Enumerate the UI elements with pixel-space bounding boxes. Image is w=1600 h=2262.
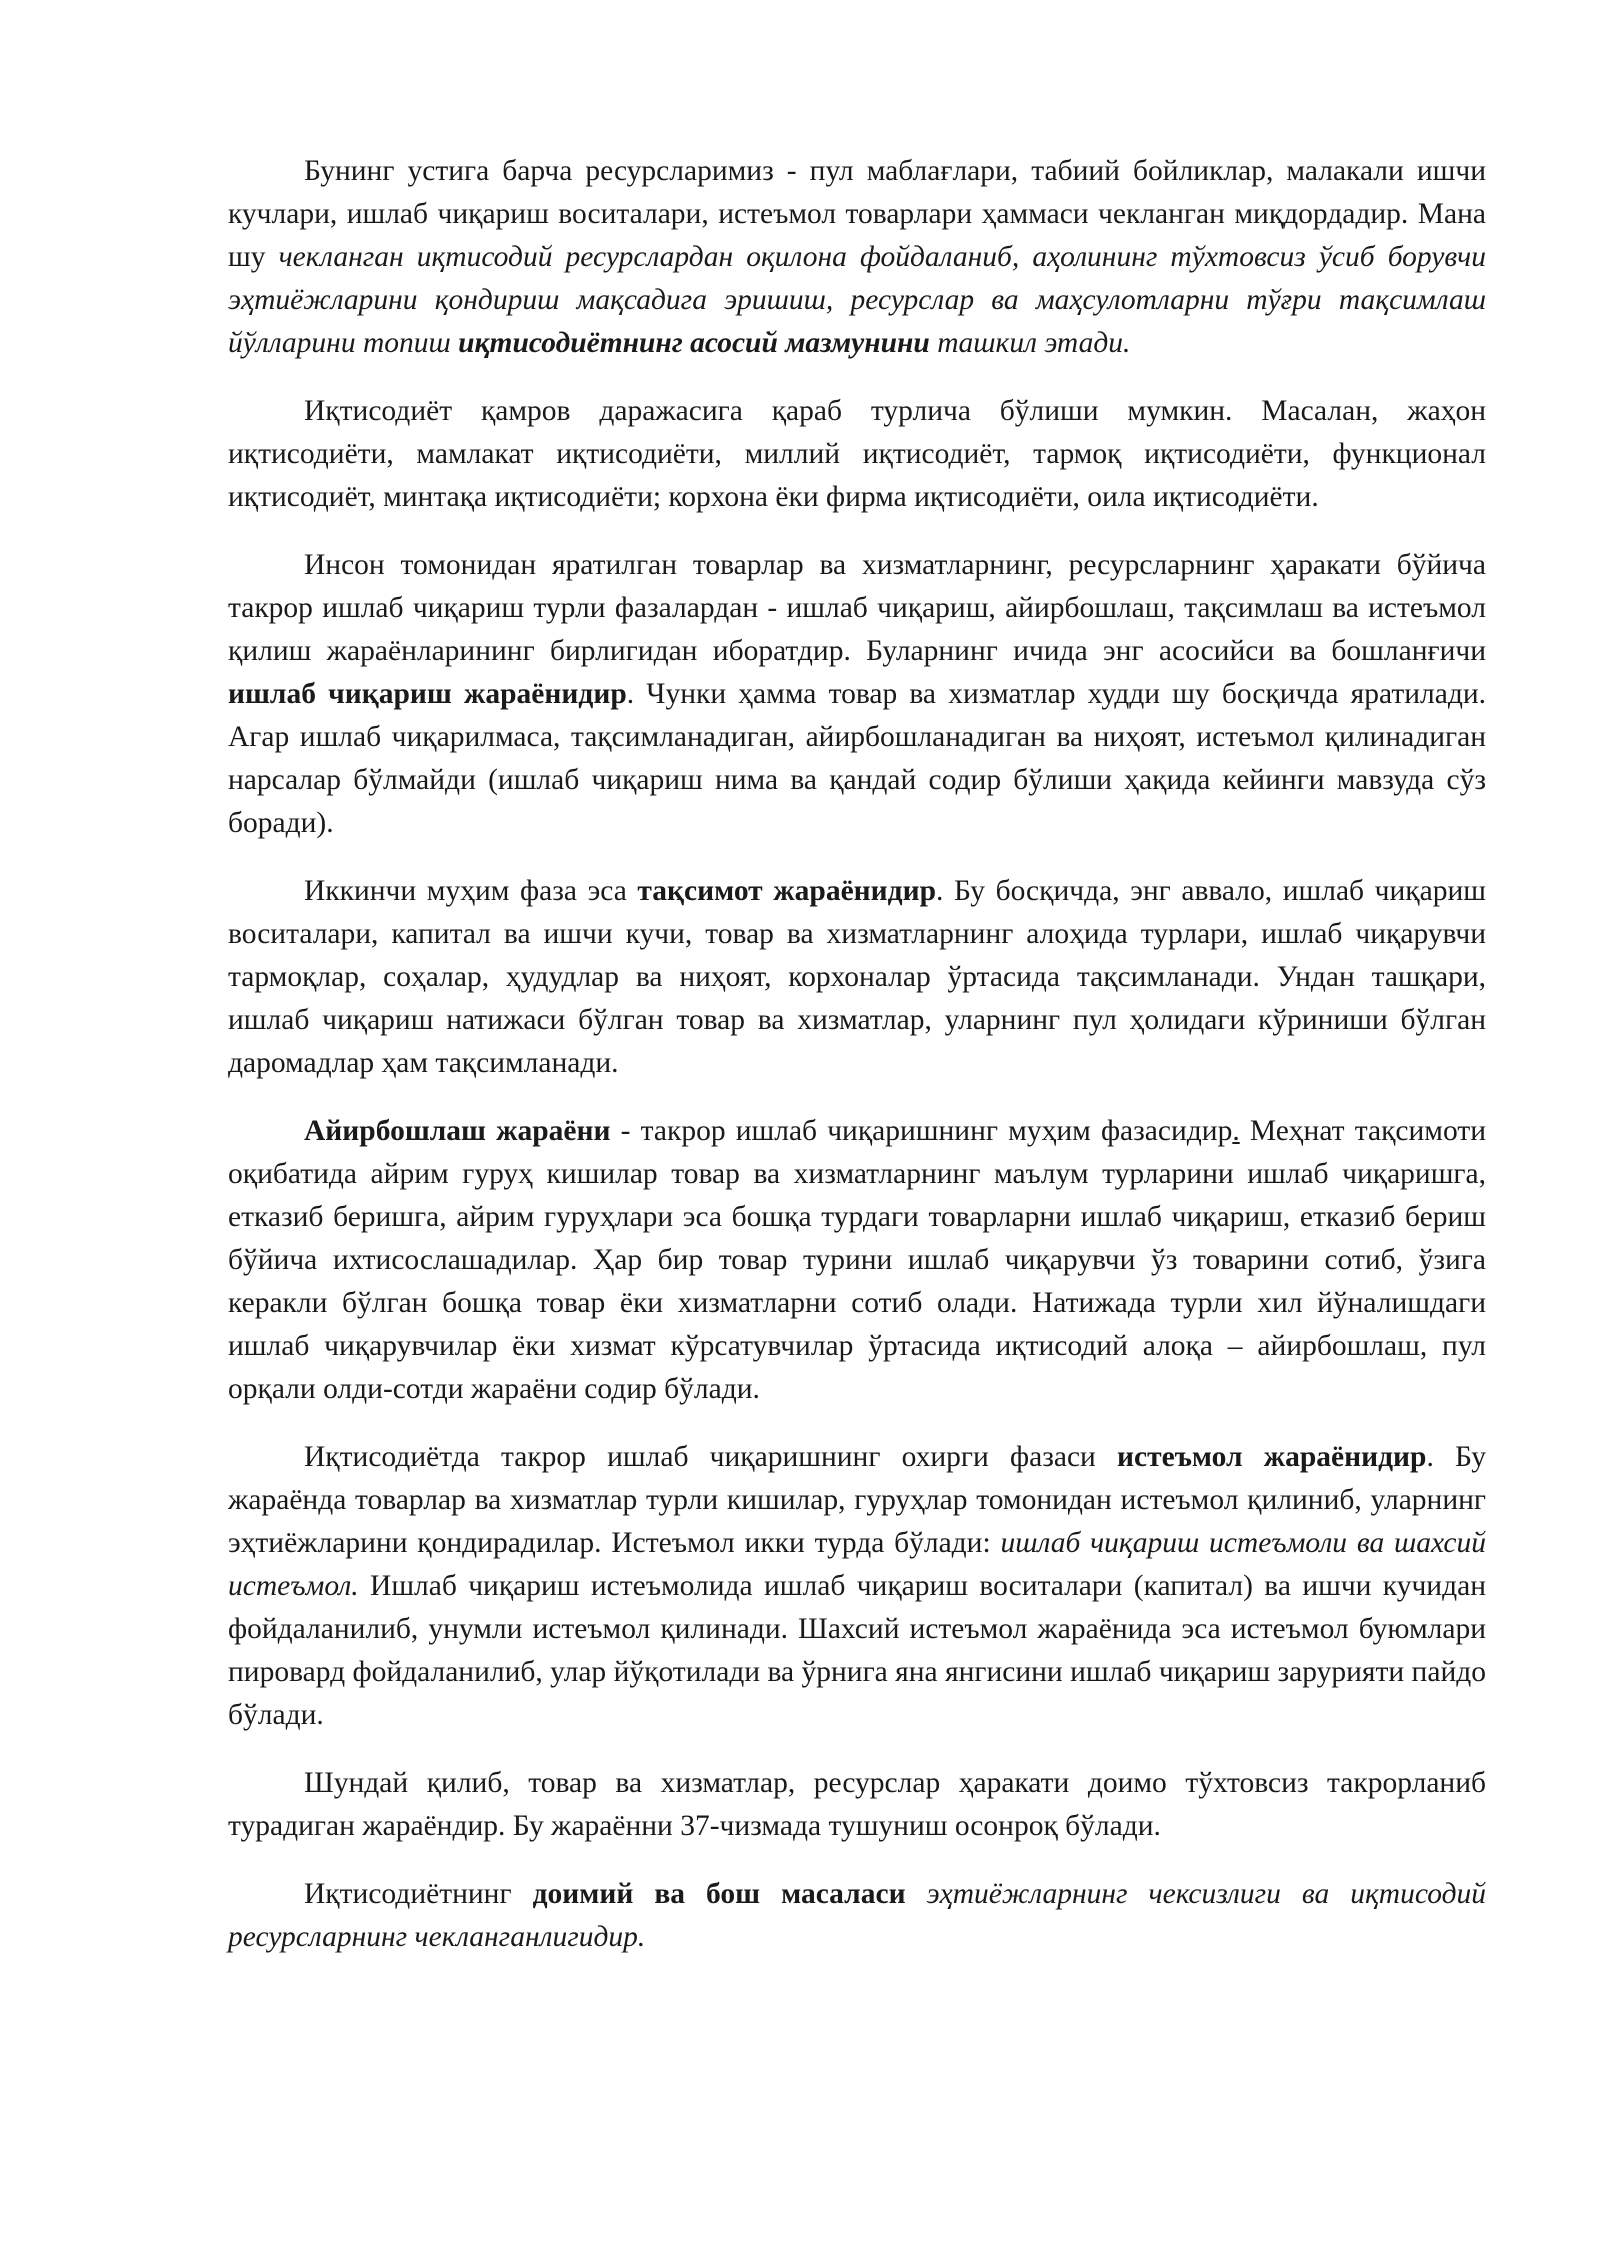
bold-text-run: доимий ва бош масаласи [532,1878,906,1910]
bold-text-run: тақсимот жараёнидир [637,875,936,907]
paragraph [228,870,1486,1085]
text-run: Шундай қилиб, товар ва хизматлар, ресурслар ҳаракати доимо тўхтовсиз такрорланиб турадиган жараёндир. Бу жараённи 37-чизмада тушуниш осонроқ бўлади. [228,1767,1486,1842]
paragraph [228,1436,1486,1737]
text-run: Бунинг устига барча ресурсларимиз - пул маблағлари, табиий бойликлар, малакали ишчи кучлари, ишлаб чиқариш воситалари, истеъмол товарлари ҳаммаси чекланган миқдордадир. Мана шу [228,155,1486,273]
paragraph [228,390,1486,519]
text-run: Меҳнат тақсимоти оқибатида айрим гуруҳ кишилар товар ва хизматларнинг маълум турларини ишлаб чиқаришга, етказиб беришга, айрим гуруҳлари эса бошқа турдаги товарларни ишлаб чиқариш, етказиб бериш бўйича ихтисослашадилар. Ҳар бир товар турини ишлаб чиқарувчи ўз товарини сотиб, ўзига керакли бўлган бошқа товар ёки хизматларни сотиб олади. Натижада турли хил йўналишдаги ишлаб чиқарувчилар ёки хизмат кўрсатувчилар ўртасида иқтисодий алоқа – айирбошлаш, пул орқали олди-сотди жараёни содир бўлади. [228,1115,1486,1405]
italic-text-run: чекланган иқтисодий ресурслардан оқилона фойдаланиб, аҳолининг тўхтовсиз ўсиб борувчи эҳтиёжларини қондириш мақсадига эришиш, ресурслар ва маҳсулотларни тўғри тақсимлаш йўлларини топиш [228,241,1486,359]
text-run: Иқтисодиёт қамров даражасига қараб турлича бўлиши мумкин. Масалан, жаҳон иқтисодиёти, мамлакат иқтисодиёти, миллий иқтисодиёт, тармоқ иқтисодиёти, функционал иқтисодиёт, минтақа иқтисодиёти; корхона ёки фирма иқтисодиёти, оила иқтисодиёти. [228,395,1486,513]
paragraph [228,544,1486,845]
bold-text-run: истеъмол жараёнидир [1117,1441,1427,1473]
text-run: . Чунки ҳамма товар ва хизматлар худди шу босқичда яратилади. Агар ишлаб чиқарилмаса, тақсимланадиган, айирбошланадиган ва ниҳоят, истеъмол қилинадиган нарсалар бўлмайди (ишлаб чиқариш нима ва қандай содир бўлиши ҳақида кейинги мавзуда сўз боради). [228,678,1486,839]
paragraph [228,1762,1486,1848]
text-run: . Бу жараёнда товарлар ва хизматлар турли кишилар, гуруҳлар томонидан истеъмол қилиниб, уларнинг эҳтиёжларини қондирадилар. Истеъмол икки турда бўлади: [228,1441,1486,1559]
bold-text-run: ишлаб чиқариш жараёнидир [228,678,627,710]
paragraph [228,1873,1486,1959]
text-run: . Бу босқичда, энг аввало, ишлаб чиқариш воситалари, капитал ва ишчи кучи, товар ва хизматларнинг алоҳида турлари, ишлаб чиқарувчи тармоқлар, соҳалар, ҳудудлар ва ниҳоят, корхоналар ўртасида тақсимланади. Ундан ташқари, ишлаб чиқариш натижаси бўлган товар ва хизматлар, уларнинг пул ҳолидаги кўриниши бўлган даромадлар ҳам тақсимланади. [228,875,1486,1079]
italic-text-run: тaшкил этади. [929,327,1131,359]
paragraph [228,1110,1486,1411]
text-run: Инсон томонидан яратилган товарлар ва хизматларнинг, ресурсларнинг ҳаракати бўйича такрор ишлаб чиқариш турли фазалардан - ишлаб чиқариш, айирбошлаш, тақсимлаш ва истеъмол қилиш жараёнларининг бирлигидан иборатдир. Буларнинг ичида энг асосийси ва бошланғичи [228,549,1486,667]
italic-text-run: ишлаб чиқариш истеъмоли ва шахсий истеъмол. [228,1527,1486,1602]
underline-text-run: . [1232,1115,1240,1147]
text-run: Ишлаб чиқариш истеъмолида ишлаб чиқариш воситалари (капитал) ва ишчи кучидан фойдаланилиб, унумли истеъмол қилинади. Шахсий истеъмол жараёнида эса истеъмол буюмлари пировард фойдаланилиб, улар йўқотилади ва ўрнига яна янгисини ишлаб чиқариш зарурияти пайдо бўлади. [228,1570,1486,1731]
text-run: Иқтисодиётнинг [304,1878,533,1910]
text-run: - такрор ишлаб чиқаришнинг муҳим фазасидир [610,1115,1233,1147]
text-run: Иккинчи муҳим фаза эса [304,875,638,907]
text-run: Иқтисодиётда такрор ишлаб чиқаришнинг охирги фазаси [304,1441,1118,1473]
bold-text-run: Айирбошлаш жараёни [304,1115,611,1147]
document-page [228,150,1486,1984]
paragraph [228,150,1486,365]
bold-italic-text-run: иқтисодиётнинг асосий мазмунини [458,327,930,359]
italic-text-run: эҳтиёжларнинг чексизлиги ва иқтисодий ресурсларнинг чекланганлигидир. [228,1878,1487,1953]
